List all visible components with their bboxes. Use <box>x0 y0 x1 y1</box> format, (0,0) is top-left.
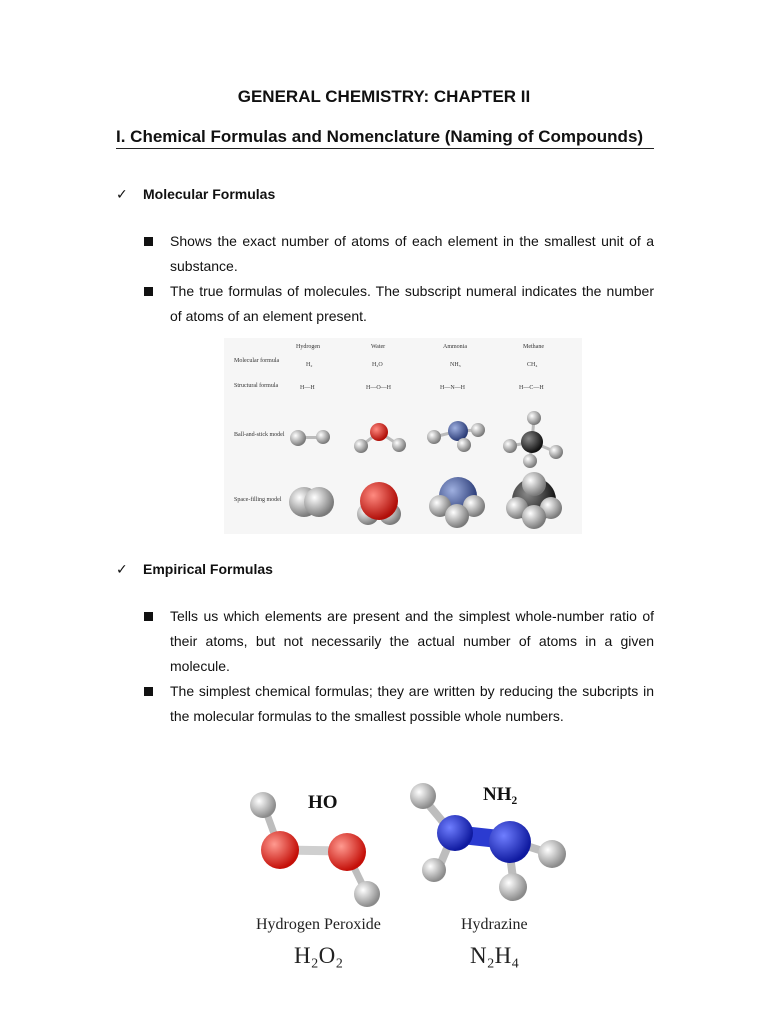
column-label: Water <box>371 344 386 350</box>
structural-formula: H—O—H <box>366 385 391 391</box>
bullet-text: Shows the exact number of atoms of each element in the smallest unit of a substance. <box>170 233 654 274</box>
list-item <box>142 229 654 279</box>
molecular-models-figure <box>224 338 582 534</box>
hydrogen-peroxide-label: Hydrogen Peroxide <box>256 916 381 933</box>
page-title: GENERAL CHEMISTRY: CHAPTER II <box>237 87 531 106</box>
molecular-formulas-heading <box>116 186 275 203</box>
hydrogen-peroxide-empirical: HO <box>308 792 338 813</box>
structural-formula: H—C—H <box>519 385 544 391</box>
formula-label: H₂O <box>372 362 383 368</box>
hydrazine-empirical: NH₂ <box>483 784 518 805</box>
row-label: Space-filling model <box>234 497 282 503</box>
hydrazine-molecular: N₂H₄ <box>470 943 520 968</box>
column-label: Methane <box>523 344 544 350</box>
bullet-text: The simplest chemical formulas; they are written by reducing the subcripts in the molecular formulas to the smallest possible whole numbers. <box>170 683 654 724</box>
empirical-formulas-figure <box>208 770 588 976</box>
bullet-text: Tells us which elements are present and the simplest whole-number ratio of their atoms, but not necessarily the actual number of atoms in a given molecule. <box>170 608 654 674</box>
empirical-formulas-heading <box>116 561 273 578</box>
list-item <box>142 679 654 729</box>
column-label: Hydrogen <box>296 344 320 350</box>
hydrogen-space-filling-model <box>289 487 334 517</box>
row-label: Ball-and-stick model <box>234 432 285 438</box>
section-heading: I. Chemical Formulas and Nomenclature (Naming of Compounds) <box>116 126 654 149</box>
checkmark-icon: ✓ <box>116 186 128 202</box>
formula-label: CH₄ <box>527 362 538 368</box>
list-item <box>142 279 654 329</box>
row-label: Structural formula <box>234 383 279 389</box>
square-bullet-icon <box>144 237 153 246</box>
structural-formula: H—N—H <box>440 385 465 391</box>
checkmark-icon: ✓ <box>116 561 128 577</box>
empirical-heading-text: Empirical Formulas <box>143 561 273 577</box>
molecular-heading-text: Molecular Formulas <box>143 186 276 202</box>
square-bullet-icon <box>144 287 153 296</box>
hydrogen-peroxide-molecular: H₂O₂ <box>294 943 344 968</box>
column-label: Ammonia <box>443 344 467 350</box>
formula-label: NH₃ <box>450 362 461 368</box>
hydrazine-label: Hydrazine <box>461 916 528 933</box>
square-bullet-icon <box>144 612 153 621</box>
square-bullet-icon <box>144 687 153 696</box>
structural-formula: H—H <box>300 385 315 391</box>
formula-label: H₂ <box>306 362 313 368</box>
list-item <box>142 604 654 679</box>
bullet-text: The true formulas of molecules. The subscript numeral indicates the number of atoms of an element present. <box>170 283 654 324</box>
row-label: Molecular formula <box>234 358 280 364</box>
